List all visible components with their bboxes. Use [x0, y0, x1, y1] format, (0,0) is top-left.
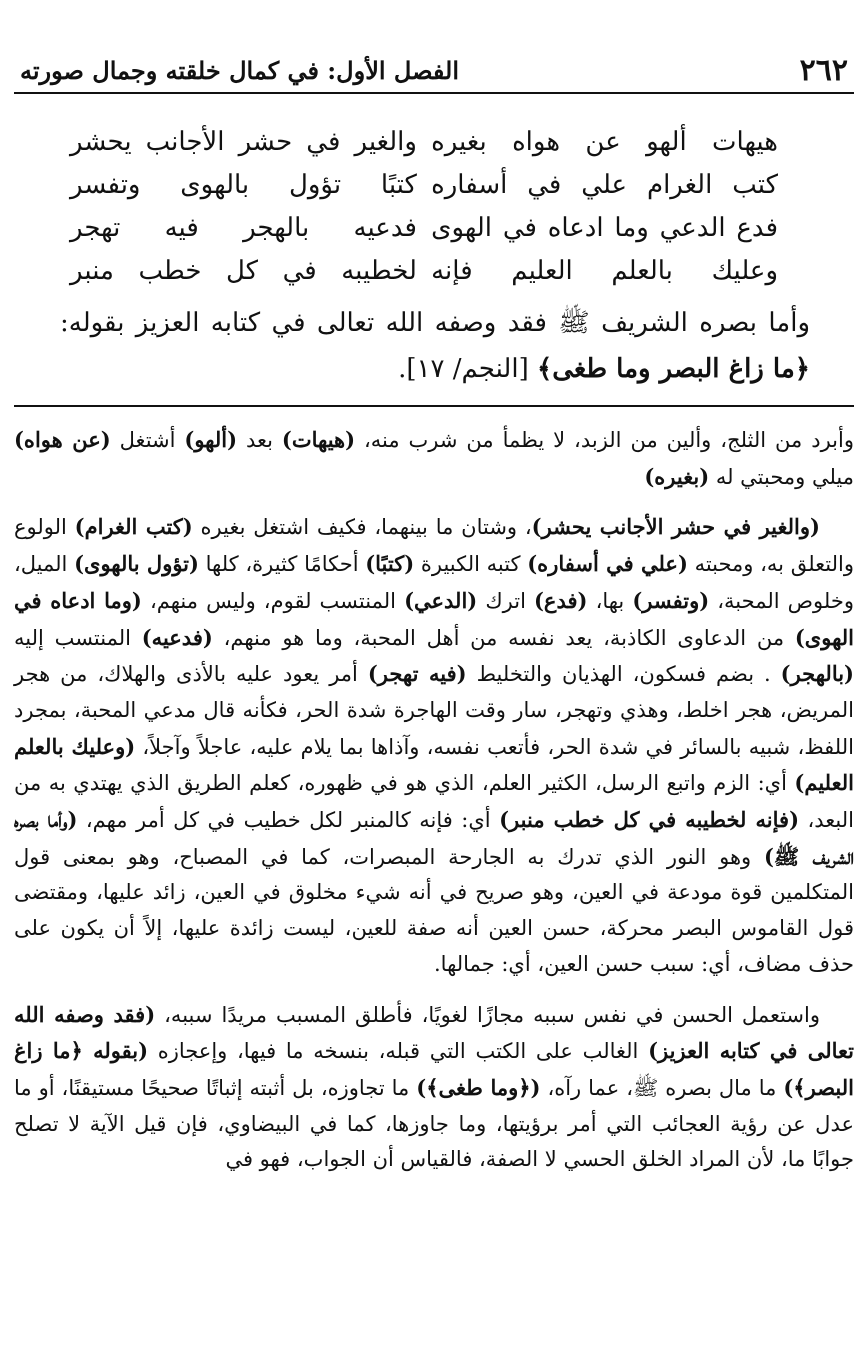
commentary-keyword: (وتفسر): [632, 587, 710, 613]
commentary-text: أشتغل: [110, 428, 185, 452]
commentary-text: من الدعاوى الكاذبة، يعد نفسه من أهل المحبة، وما هو منهم،: [212, 625, 795, 650]
commentary-keyword: (فدعيه): [141, 624, 213, 650]
commentary-keyword: (وأما بصره الشريف ﷺ): [14, 807, 854, 869]
commentary-text: ، وشتان ما بينهما، فكيف اشتغل بغيره: [192, 515, 532, 540]
poem-verse: [70, 120, 778, 163]
commentary-text: ميلي ومحبتي له: [709, 464, 854, 489]
commentary-keyword: (بغيره): [644, 463, 710, 489]
commentary: [14, 422, 854, 1192]
commentary-keyword: (عن هواه): [14, 427, 111, 452]
verse-first-hemistich: فدع الدعي وما ادعاه في الهوى: [431, 212, 778, 243]
verse-reference: [النجم/ ١٧].: [398, 354, 537, 384]
commentary-keyword: (هيهات): [281, 427, 356, 452]
chapter-title: الفصل الأول: في كمال خلقته وجمال صورته: [20, 55, 460, 85]
commentary-text: أي: فإنه كالمنبر لكل خطيب في كل أمر مهم،: [77, 808, 500, 833]
commentary-text: ما مال بصره ﷺ، عما رآه،: [540, 1075, 784, 1100]
verse-first-hemistich: كتب الغرام علي في أسفاره: [431, 169, 778, 200]
poem-verse: [70, 163, 778, 206]
commentary-paragraph: [14, 509, 854, 982]
commentary-keyword: (بقوله ﴿ما زاغ البصر﴾): [14, 1038, 854, 1100]
verse-second-hemistich: لخطيبه في كل خطب منبر: [70, 255, 417, 286]
verse-first-hemistich: وعليك بالعلم العليم فإنه: [431, 255, 778, 286]
commentary-text: أحكامًا كثيرة، كلها: [198, 552, 366, 577]
commentary-keyword: (بالهجر): [780, 661, 854, 687]
verse-second-hemistich: والغير في حشر الأجانب يحشر: [70, 126, 417, 157]
commentary-text: كتبه الكبيرة: [414, 552, 528, 577]
commentary-keyword: (كتب الغرام): [74, 514, 193, 540]
commentary-text: الولوع والتعلق به، ومحبته: [14, 515, 854, 577]
commentary-keyword: (فيه تهجر): [367, 661, 467, 687]
commentary-keyword: (كتبًا): [365, 551, 415, 577]
commentary-text: المنتسب لقوم، وليس منهم،: [141, 588, 405, 613]
commentary-text: أمر يعود عليه بالأذى والهلاك، من هجر المريض، هجر اخلط، وهذي وتهجر، سار وقت الهاجرة شدة الحر، فكأنه قال مدعي المحبة، بمجرد اللفظ، شبيه بالسائر في شدة الحر، فأتعب نفسه، وآذاها بما يلام عليه، عاجلاً وآجلاً،: [14, 662, 854, 759]
page-number: ٢٦٢: [799, 52, 848, 88]
commentary-keyword: (﴿وما طغى﴾): [416, 1074, 541, 1100]
poem-verse: [70, 249, 778, 292]
commentary-keyword: (فدع): [534, 587, 588, 613]
verse-second-hemistich: فدعيه بالهجر فيه تهجر: [70, 212, 417, 243]
poem-verse: [70, 206, 778, 249]
commentary-text: واستعمل الحسن في نفس سببه مجازًا لغويًا، فأطلق المسبب مريدًا سببه،: [155, 1002, 821, 1027]
commentary-keyword: (وعليك بالعلم العليم): [14, 733, 854, 796]
commentary-keyword: (فإنه لخطيبه في كل خطب منبر): [499, 807, 800, 833]
commentary-text: ما تجاوزه، بل أثبته إثباتًا صحيحًا مستيقنًا، أو ما عدل عن رؤية العجائب التي أمر برؤيتها، وما جاوزها، كما في البيضاوي، فإن قيل الآية لا تصلح جوابًا ما، لأن المراد الخلق الحسي لا الصفة، فالقياس أن الجواب، فهو في: [14, 1075, 854, 1172]
commentary-text: المنتسب إليه: [14, 625, 142, 650]
commentary-paragraph: [14, 997, 854, 1179]
running-header: [14, 48, 854, 94]
main-text-body: وأما بصره الشريف ﷺ فقد وصفه الله تعالى في كتابه العزيز بقوله:: [60, 308, 810, 338]
commentary-text: اترك: [477, 588, 534, 613]
text-divider: [14, 405, 854, 407]
commentary-keyword: (وما ادعاه في الهوى): [14, 587, 854, 650]
commentary-text: الغالب على الكتب التي قبله، بنسخه ما فيها، وإعجازه: [148, 1039, 649, 1064]
commentary-text: الميل، وخلوص المحبة،: [14, 552, 854, 613]
poem: [70, 120, 778, 292]
commentary-keyword: (ألهو): [184, 427, 238, 452]
commentary-text: أي: الزم واتبع الرسل، الكثير العلم، الذي هو في ظهوره، كعلم الطريق الذي يهتدي به من البعد،: [14, 771, 854, 833]
commentary-text: وهو النور الذي تدرك به الجارحة المبصرات، كما في المصباح، وهو بمعنى قول المتكلمين قوة مودعة في العين، وهو صريح في أنه شيء مخلوق في العين، زائد عليها، ومقتضى قول القاموس البصر محركة، حسن العين أنه صفة للعين، ليست زائدة عليها، إلاً أن يكون على حذف مضاف، أي: سبب حسن العين، أي: جمالها.: [14, 844, 854, 976]
main-text: [60, 300, 810, 392]
commentary-text: . بضم فسكون، الهذيان والتخليط: [466, 662, 781, 687]
verse-second-hemistich: كتبًا تؤول بالهوى وتفسر: [70, 169, 417, 200]
commentary-keyword: (فقد وصفه الله تعالى في كتابه العزيز): [14, 1001, 854, 1064]
commentary-text: بها،: [587, 588, 633, 613]
commentary-keyword: (علي في أسفاره): [527, 551, 688, 577]
commentary-paragraph: [14, 422, 854, 495]
commentary-text: وأبرد من الثلج، وألين من الزبد، لا يظمأ من شرب منه،: [355, 428, 854, 452]
commentary-keyword: (تؤول بالهوى): [74, 551, 199, 577]
quran-quote: ﴿ما زاغ البصر وما طغى﴾: [536, 354, 810, 384]
commentary-keyword: (والغير في حشر الأجانب يحشر): [531, 514, 820, 540]
commentary-text: بعد: [237, 428, 282, 452]
commentary-keyword: (الدعي): [404, 587, 478, 613]
verse-first-hemistich: هيهات ألهو عن هواه بغيره: [431, 126, 778, 157]
